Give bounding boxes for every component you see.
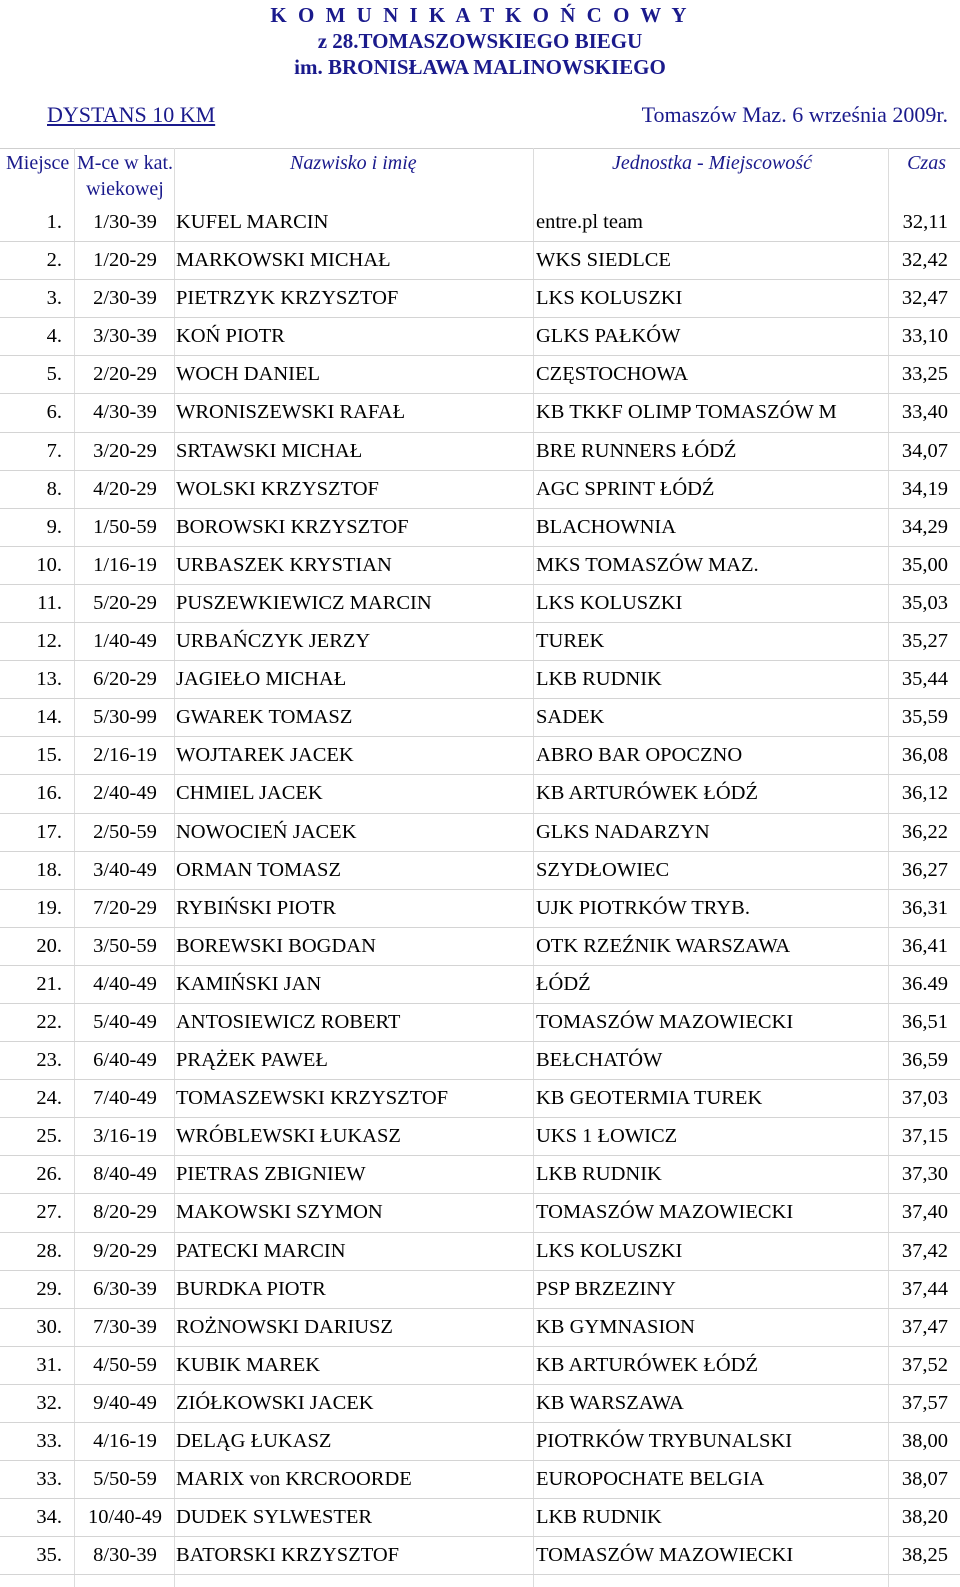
table-row [0, 1537, 960, 1575]
cell-time: 36,22 [901, 820, 948, 843]
cell-place: 21. [36, 972, 62, 995]
cell-name: URBASZEK KRYSTIAN [176, 553, 392, 576]
cell-place: 8. [46, 477, 62, 500]
table-row [0, 547, 960, 585]
cell-club: PIOTRKÓW TRYBUNALSKI [536, 1430, 793, 1452]
cell-name: BATORSKI KRZYSZTOF [176, 1544, 400, 1567]
cell-time: 35,27 [901, 630, 948, 653]
cell-place: 35. [36, 1544, 62, 1567]
cell-time: 33,10 [901, 325, 948, 348]
cell-category: 5/20-29 [93, 591, 157, 614]
cell-category: 2/30-39 [93, 287, 157, 310]
cell-name: PRĄŻEK PAWEŁ [176, 1049, 328, 1072]
cell-club: KB ARTURÓWEK ŁÓDŹ [536, 782, 758, 805]
cell-category: 2/50-59 [93, 820, 157, 843]
cell-time: 37,47 [901, 1315, 948, 1338]
title-line-2: z 28.TOMASZOWSKIEGO BIEGU [317, 29, 643, 53]
cell-name: MARKOWSKI MICHAŁ [176, 249, 391, 272]
cell-place: 19. [36, 896, 62, 919]
cell-category: 5/40-49 [93, 1010, 157, 1033]
cell-club: ABRO BAR OPOCZNO [536, 744, 743, 767]
cell-time: 34,29 [901, 515, 948, 538]
cell-place: 20. [36, 934, 62, 957]
cell-name: PUSZEWKIEWICZ MARCIN [176, 591, 432, 614]
results-title [0, 2, 960, 80]
table-row [0, 471, 960, 509]
table-row [0, 623, 960, 661]
cell-place: 7. [46, 439, 62, 462]
table-row [0, 318, 960, 356]
cell-club: BRE RUNNERS ŁÓDŹ [536, 439, 737, 462]
table-row [0, 775, 960, 813]
table-row [0, 280, 960, 318]
cell-time: 37,52 [901, 1353, 948, 1376]
cell-place: 22. [36, 1010, 62, 1033]
cell-name: BURDKA PIOTR [176, 1277, 326, 1300]
cell-time: 38,00 [901, 1430, 948, 1452]
cell-category: 2/40-49 [93, 782, 157, 805]
cell-category: 9/20-29 [93, 1239, 157, 1262]
cell-club: AGC SPRINT ŁÓDŹ [536, 477, 715, 500]
cell-category: 8/30-39 [93, 1544, 157, 1567]
cell-time: 34,19 [901, 477, 948, 500]
cell-time: 34,07 [901, 439, 948, 462]
cell-time: 38,20 [901, 1506, 948, 1529]
table-row [0, 1156, 960, 1194]
cell-category: 8/20-29 [93, 1201, 157, 1224]
table-row [0, 1118, 960, 1156]
cell-time: 36,27 [901, 858, 948, 881]
cell-time: 33,40 [901, 401, 948, 424]
cell-name: MAKOWSKI SZYMON [176, 1201, 383, 1224]
cell-club: ŁÓDŹ [536, 972, 591, 995]
cell-time: 32,47 [901, 287, 948, 310]
cell-category: 3/50-59 [93, 934, 157, 957]
cell-club: BLACHOWNIA [536, 515, 677, 538]
cell-place: 18. [36, 858, 62, 881]
table-row [0, 394, 960, 432]
column-header-time: Czas [907, 152, 946, 174]
cell-time: 37,15 [901, 1125, 948, 1148]
table-row [0, 1461, 960, 1499]
cell-club: EUROPOCHATE BELGIA [536, 1468, 765, 1491]
table-row [0, 1194, 960, 1232]
table-row [0, 966, 960, 1004]
cell-club: LKB RUDNIK [536, 1506, 662, 1529]
cell-name: ROŻNOWSKI DARIUSZ [176, 1315, 393, 1338]
cell-club: LKS KOLUSZKI [536, 287, 683, 310]
cell-club: TOMASZÓW MAZOWIECKI [536, 1201, 794, 1224]
cell-name: CHMIEL JACEK [176, 782, 323, 805]
cell-category: 6/20-29 [93, 668, 157, 691]
cell-name: DUDEK SYLWESTER [176, 1506, 373, 1529]
cell-time: 38,07 [901, 1468, 948, 1491]
cell-time: 37,03 [901, 1087, 948, 1110]
table-row [0, 1080, 960, 1118]
cell-time: 36,08 [901, 744, 948, 767]
cell-place: 28. [36, 1239, 62, 1262]
cell-time: 35,03 [901, 591, 948, 614]
cell-time: 36,12 [901, 782, 948, 805]
cell-club: KB WARSZAWA [536, 1391, 684, 1414]
cell-category: 1/16-19 [93, 553, 157, 576]
cell-time: 37,30 [901, 1163, 948, 1186]
table-row [0, 1233, 960, 1271]
cell-place: 26. [36, 1163, 62, 1186]
cell-time: 36,51 [901, 1010, 948, 1033]
cell-place: 33. [36, 1468, 62, 1491]
cell-category: 3/30-39 [93, 325, 157, 348]
table-row [0, 1271, 960, 1309]
cell-club: KB GYMNASION [536, 1315, 695, 1338]
cell-time: 35,59 [901, 706, 948, 729]
cell-club: KB ARTURÓWEK ŁÓDŹ [536, 1353, 758, 1376]
cell-place: 10. [36, 553, 62, 576]
cell-club: WKS SIEDLCE [536, 249, 671, 272]
cell-category: 1/20-29 [93, 249, 157, 272]
cell-name: BOROWSKI KRZYSZTOF [176, 515, 409, 538]
cell-category: 3/40-49 [93, 858, 157, 881]
cell-name: NOWOCIEŃ JACEK [176, 820, 357, 843]
cell-name: WRONISZEWSKI RAFAŁ [176, 401, 406, 424]
cell-club: BEŁCHATÓW [536, 1049, 663, 1072]
cell-time: 38,25 [901, 1544, 948, 1567]
cell-time: 32,42 [901, 249, 948, 272]
cell-club: KB TKKF OLIMP TOMASZÓW M [536, 401, 837, 424]
cell-category: 7/30-39 [93, 1315, 157, 1338]
cell-name: JAGIEŁO MICHAŁ [176, 668, 347, 691]
cell-name: MARIX von KRCROORDE [176, 1468, 412, 1491]
cell-category: 2/16-19 [93, 744, 157, 767]
column-header-category: M-ce w kat. wiekowej [76, 152, 174, 200]
cell-club: KB GEOTERMIA TUREK [536, 1087, 763, 1110]
column-header-club: Jednostka - Miejscowość [612, 152, 812, 174]
table-row [0, 1385, 960, 1423]
cell-name: PIETRZYK KRZYSZTOF [176, 287, 399, 310]
cell-club: SADEK [536, 706, 605, 729]
cell-club: TUREK [536, 630, 605, 653]
cell-place: 27. [36, 1201, 62, 1224]
cell-name: KOŃ PIOTR [176, 325, 285, 348]
cell-category: 8/40-49 [93, 1163, 157, 1186]
cell-name: SRTAWSKI MICHAŁ [176, 439, 363, 462]
cell-place: 25. [36, 1125, 62, 1148]
cell-place: 3. [46, 287, 62, 310]
column-header-place: Miejsce [6, 152, 70, 174]
table-row [0, 890, 960, 928]
cell-club: GLKS NADARZYN [536, 820, 710, 843]
cell-time: 37,40 [901, 1201, 948, 1224]
cell-club: LKS KOLUSZKI [536, 1239, 683, 1262]
cell-club: TOMASZÓW MAZOWIECKI [536, 1544, 794, 1567]
cell-club: PSP BRZEZINY [536, 1277, 676, 1300]
table-row [0, 204, 960, 242]
cell-place: 29. [36, 1277, 62, 1300]
cell-name: KUBIK MAREK [176, 1353, 321, 1376]
cell-club: OTK RZEŹNIK WARSZAWA [536, 934, 791, 957]
cell-place: 13. [36, 668, 62, 691]
cell-place: 31. [36, 1353, 62, 1376]
cell-place: 11. [37, 591, 62, 614]
cell-place: 16. [36, 782, 62, 805]
table-row [0, 1423, 960, 1461]
cell-time: 37,44 [901, 1277, 948, 1300]
cell-name: ZIÓŁKOWSKI JACEK [176, 1391, 374, 1414]
table-row [0, 1309, 960, 1347]
table-row [0, 814, 960, 852]
cell-name: DELĄG ŁUKASZ [176, 1430, 332, 1452]
table-row [0, 1042, 960, 1080]
table-row [0, 509, 960, 547]
table-row [0, 1347, 960, 1385]
cell-category: 3/20-29 [93, 439, 157, 462]
cell-place: 6. [46, 401, 62, 424]
cell-time: 32,11 [902, 211, 948, 233]
cell-category: 6/40-49 [93, 1049, 157, 1072]
cell-name: PIETRAS ZBIGNIEW [176, 1163, 366, 1186]
cell-time: 35,00 [901, 553, 948, 576]
cell-club: MKS TOMASZÓW MAZ. [536, 553, 759, 576]
cell-time: 33,25 [901, 363, 948, 386]
cell-category: 4/30-39 [93, 401, 157, 424]
cell-time: 37,57 [901, 1391, 948, 1414]
cell-time: 35,44 [901, 668, 948, 691]
cell-name: TOMASZEWSKI KRZYSZTOF [176, 1087, 449, 1110]
cell-time: 36,59 [901, 1049, 948, 1072]
cell-category: 1/30-39 [93, 211, 157, 233]
cell-category: 7/40-49 [93, 1087, 157, 1110]
cell-category: 1/40-49 [93, 630, 157, 653]
cell-time: 37,42 [901, 1239, 948, 1262]
cell-club: GLKS PAŁKÓW [536, 325, 681, 348]
cell-name: PATECKI MARCIN [176, 1239, 346, 1262]
cell-place: 14. [36, 706, 62, 729]
cell-name: KAMIŃSKI JAN [176, 972, 322, 995]
table-row [0, 928, 960, 966]
cell-name: GWAREK TOMASZ [176, 706, 353, 729]
table-row [0, 852, 960, 890]
cell-club: LKB RUDNIK [536, 1163, 662, 1186]
cell-place: 17. [36, 820, 62, 843]
cell-place: 5. [46, 363, 62, 386]
cell-category: 5/30-99 [93, 706, 157, 729]
cell-club: UJK PIOTRKÓW TRYB. [536, 896, 750, 919]
cell-time: 36,41 [901, 934, 948, 957]
table-row [0, 585, 960, 623]
table-row [0, 661, 960, 699]
title-line-1: K O M U N I K A T K O Ń C O W Y [270, 3, 690, 27]
cell-place: 1. [46, 211, 62, 233]
results-table [0, 204, 960, 1575]
cell-place: 15. [36, 744, 62, 767]
table-row [0, 1004, 960, 1042]
cell-name: WRÓBLEWSKI ŁUKASZ [176, 1125, 401, 1148]
table-row [0, 433, 960, 471]
title-line-3: im. BRONISŁAWA MALINOWSKIEGO [294, 55, 666, 79]
cell-name: URBAŃCZYK JERZY [176, 630, 371, 653]
cell-club: SZYDŁOWIEC [536, 858, 670, 881]
cell-category: 4/50-59 [93, 1353, 157, 1376]
cell-category: 3/16-19 [93, 1125, 157, 1148]
table-row [0, 356, 960, 394]
cell-club: LKS KOLUSZKI [536, 591, 683, 614]
table-row [0, 242, 960, 280]
cell-place: 33. [36, 1430, 62, 1452]
cell-category: 9/40-49 [93, 1391, 157, 1414]
cell-place: 9. [46, 515, 62, 538]
cell-place: 24. [36, 1087, 62, 1110]
cell-place: 12. [36, 630, 62, 653]
cell-category: 1/50-59 [93, 515, 157, 538]
table-row [0, 737, 960, 775]
cell-place: 2. [46, 249, 62, 272]
cell-place: 32. [36, 1391, 62, 1414]
cell-place: 34. [36, 1506, 62, 1529]
cell-category: 5/50-59 [93, 1468, 157, 1491]
distance-label: DYSTANS 10 KM [47, 102, 216, 127]
cell-category: 4/20-29 [93, 477, 157, 500]
cell-name: WOCH DANIEL [176, 363, 321, 386]
cell-club: CZĘSTOCHOWA [536, 363, 689, 386]
cell-category: 10/40-49 [87, 1506, 163, 1529]
cell-name: RYBIŃSKI PIOTR [176, 896, 337, 919]
cell-time: 36,31 [901, 896, 948, 919]
table-row [0, 699, 960, 737]
cell-name: WOLSKI KRZYSZTOF [176, 477, 379, 500]
table-row [0, 1499, 960, 1537]
cell-category: 7/20-29 [93, 896, 157, 919]
cell-club: entre.pl team [536, 211, 644, 233]
cell-name: ANTOSIEWICZ ROBERT [176, 1010, 401, 1033]
place-date: Tomaszów Maz. 6 września 2009r. [641, 102, 948, 127]
cell-place: 4. [46, 325, 62, 348]
cell-place: 23. [36, 1049, 62, 1072]
column-header-name: Nazwisko i imię [290, 152, 417, 174]
cell-category: 4/16-19 [93, 1430, 157, 1452]
cell-club: TOMASZÓW MAZOWIECKI [536, 1010, 794, 1033]
cell-category: 4/40-49 [93, 972, 157, 995]
cell-time: 36.49 [901, 972, 948, 995]
cell-place: 30. [36, 1315, 62, 1338]
cell-name: WOJTAREK JACEK [176, 744, 354, 767]
header-divider [0, 148, 960, 149]
cell-club: LKB RUDNIK [536, 668, 662, 691]
cell-name: BOREWSKI BOGDAN [176, 934, 376, 957]
cell-name: KUFEL MARCIN [176, 211, 329, 233]
cell-category: 6/30-39 [93, 1277, 157, 1300]
cell-club: UKS 1 ŁOWICZ [536, 1125, 678, 1148]
cell-category: 2/20-29 [93, 363, 157, 386]
cell-name: ORMAN TOMASZ [176, 858, 341, 881]
